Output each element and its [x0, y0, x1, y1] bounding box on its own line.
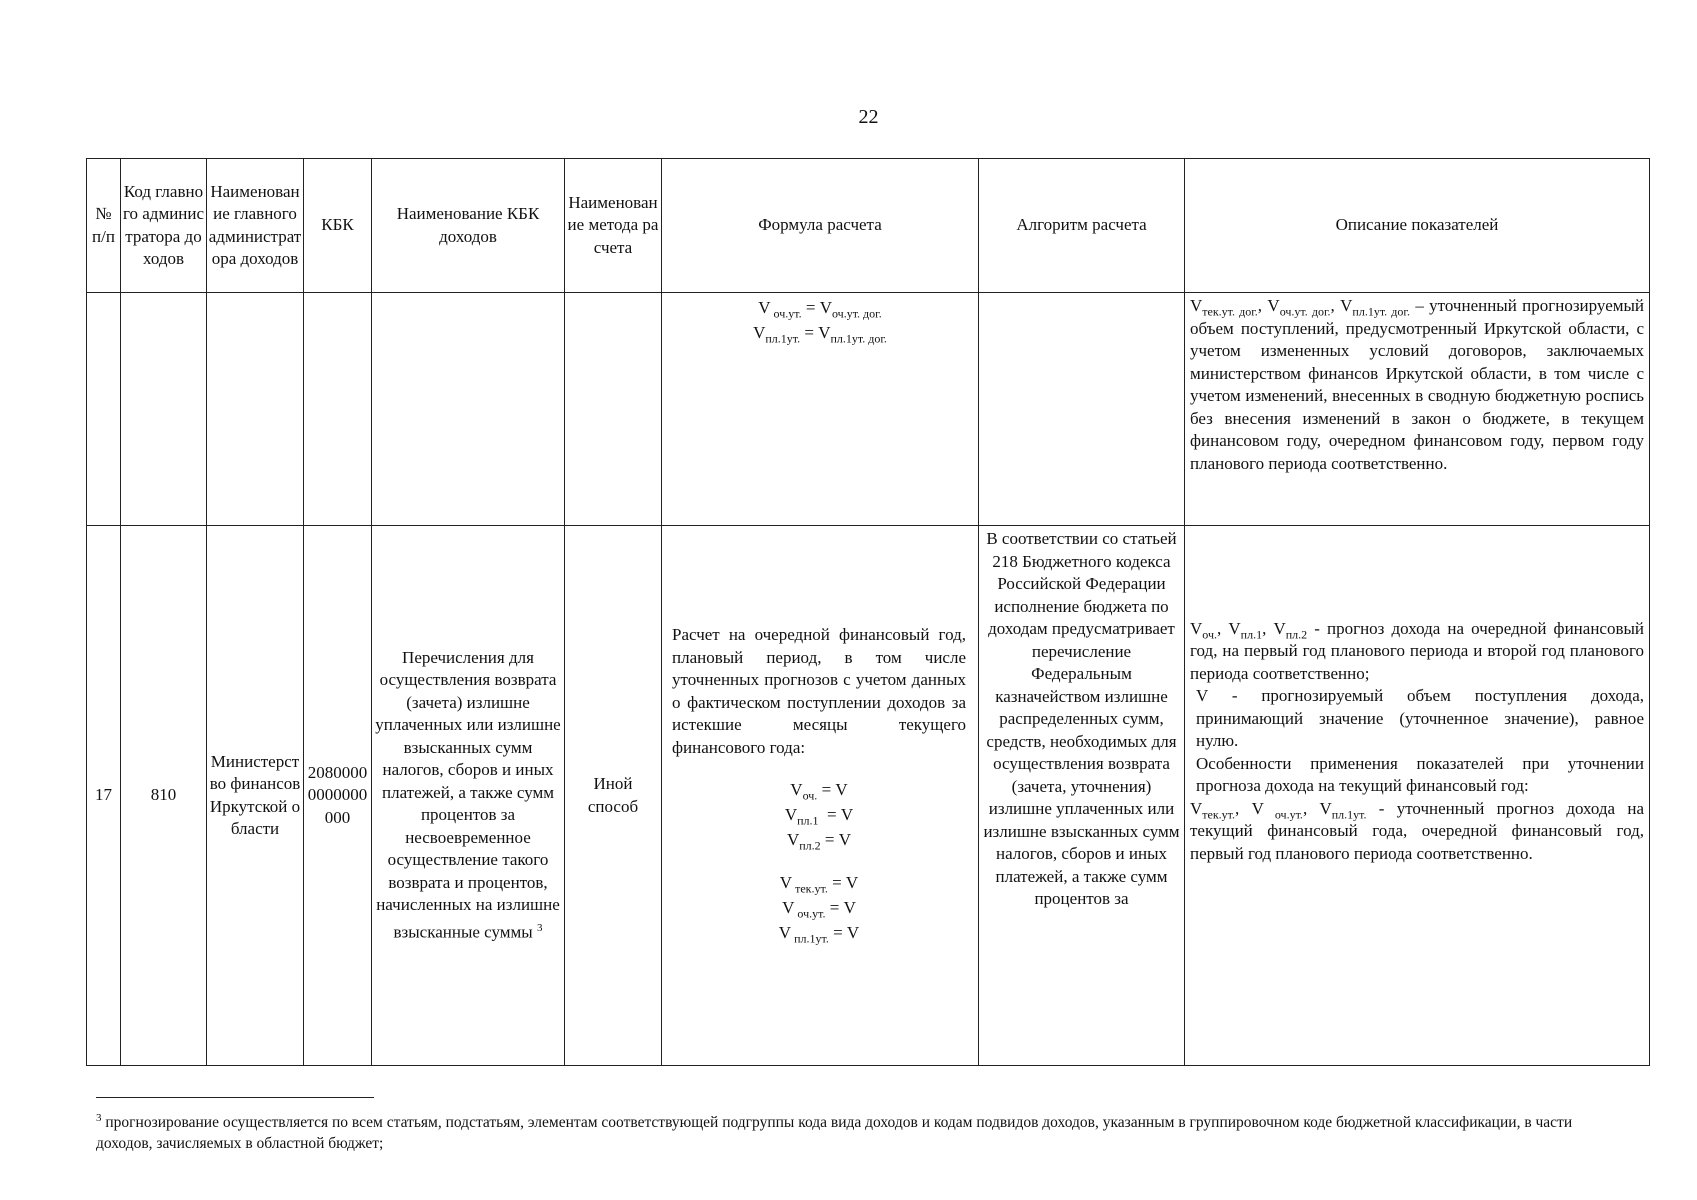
cell-empty — [207, 293, 304, 526]
revenue-forecast-table — [86, 158, 1650, 1066]
formula-line: $V_{пл.2} = V$ — [786, 830, 852, 853]
formula-line: $V_{пл.1ут.} = V_{пл.1ут. дог.}$ — [753, 323, 887, 346]
cell-empty — [121, 293, 207, 526]
description-paragraph: V - прогнозируемый объем поступления дохода, принимающий значение (уточненное значение), равное нулю. — [1196, 686, 1644, 751]
cell-admin-name: Министерство финансов Иркутской области — [207, 526, 304, 1066]
description-paragraph: $V_{тек.ут.}$, V $_{оч.ут.}$, $V_{пл.1ут.}$ - уточненный прогноз дохода на текущий финансовый года, очередной финансовый год, первый год планового периода соответственно. — [1190, 798, 1645, 863]
cell-algorithm: В соответствии со статьей 218 Бюджетного кодекса Российской Федерации исполнение бюджета по доходам предусматривает перечисление Федеральным казначейством излишне распределенных сумм, средств, необходимых для осуществления возврата (зачета, уточнения) излишне уплаченных или излишне взысканных сумм налогов, сборов и иных платежей, а также сумм процентов за — [979, 526, 1185, 1066]
header-admin-code: Код главного администратора доходов — [121, 159, 207, 293]
formula-intro: Расчет на очередной финансовый год, плановый период, в том числе уточненных прогнозов с учетом данных о фактическом поступлении доходов за истекшие месяцы текущего финансового года: — [672, 625, 966, 757]
description-paragraph: $V_{оч.}$, $V_{пл.1}$, $V_{пл.2}$ - прогноз дохода на очередной финансовый год, на первый год планового периода и второй год планового периода соответственно; — [1190, 618, 1645, 683]
formula-cell-continuation — [662, 293, 979, 526]
formula-line: V $_{оч.ут.} = V_{оч.ут. дог.}$ — [758, 298, 882, 321]
formula-line: V $_{оч.ут.}$ = V — [782, 898, 856, 921]
header-algorithm: Алгоритм расчета — [979, 159, 1185, 293]
footnote — [96, 1108, 1611, 1154]
header-num: № п/п — [87, 159, 121, 293]
footnote-ref: 3 — [536, 921, 543, 934]
cell-admin-code: 810 — [121, 526, 207, 1066]
description-paragraph: Особенности применения показателей при уточнении прогноза дохода на текущий финансовый год: — [1196, 753, 1644, 796]
cell-empty — [372, 293, 565, 526]
header-row — [87, 159, 1650, 293]
header-formula: Формула расчета — [662, 159, 979, 293]
footnote-marker: 3 — [96, 1112, 102, 1124]
cell-method: Иной способ — [565, 526, 662, 1066]
formula-line: V $_{тек.ут.}$ = V — [779, 873, 859, 896]
cell-empty — [565, 293, 662, 526]
cell-formula — [662, 526, 979, 1066]
header-admin-name: Наименование главного администратора доходов — [207, 159, 304, 293]
cell-kbk-name: Перечисления для осуществления возврата (зачета) излишне уплаченных или излишне взысканных сумм налогов, сборов и иных платежей, а также сумм процентов за несвоевременное осуществление такого возврата и процентов, начисленных на излишне взысканные суммы $^3$ — [372, 526, 565, 1066]
formula-line: V $_{пл.1ут.}$ = V — [778, 923, 860, 946]
page-number: 22 — [858, 106, 879, 128]
cell-empty — [979, 293, 1185, 526]
description-cell-continuation: $V_{тек.ут. дог.}$, $V_{оч.ут. дог.}$, $V_{пл.1ут. дог.}$ – уточненный прогнозируемый объем поступлений, предусмотренный Иркутской области, с учетом измененных условий договоров, заключаемых министерством финансов Иркутской области, в том числе с учетом изменений, внесенных в сводную бюджетную роспись без внесения изменений в закон о бюджете, в текущем финансовом году, очередном финансовом году, первом году планового периода соответственно. — [1185, 293, 1650, 526]
footnote-divider — [96, 1097, 374, 1098]
header-kbk: КБК — [304, 159, 372, 293]
formula-line: $V_{оч.} = V$ — [790, 780, 848, 803]
footnote-text: прогнозирование осуществляется по всем статьям, подстатьям, элементам соответствующей подгруппы кода вида доходов и кодам подвидов доходов, указанным в группировочном коде бюджетной классификации, в части доходов, зачисляемых в областной бюджет; — [96, 1114, 1573, 1153]
formula-line: $V_{пл.1} = V$ — [784, 805, 854, 828]
cell-empty — [304, 293, 372, 526]
header-description: Описание показателей — [1185, 159, 1650, 293]
table-row-17 — [87, 526, 1650, 1066]
cell-kbk: 20800000000000000 — [304, 526, 372, 1066]
cell-empty — [87, 293, 121, 526]
cell-description — [1185, 526, 1650, 1066]
cell-row-number: 17 — [87, 526, 121, 1066]
table-row-continuation — [87, 293, 1650, 526]
header-method-name: Наименование метода расчета — [565, 159, 662, 293]
header-kbk-name: Наименование КБК доходов — [372, 159, 565, 293]
